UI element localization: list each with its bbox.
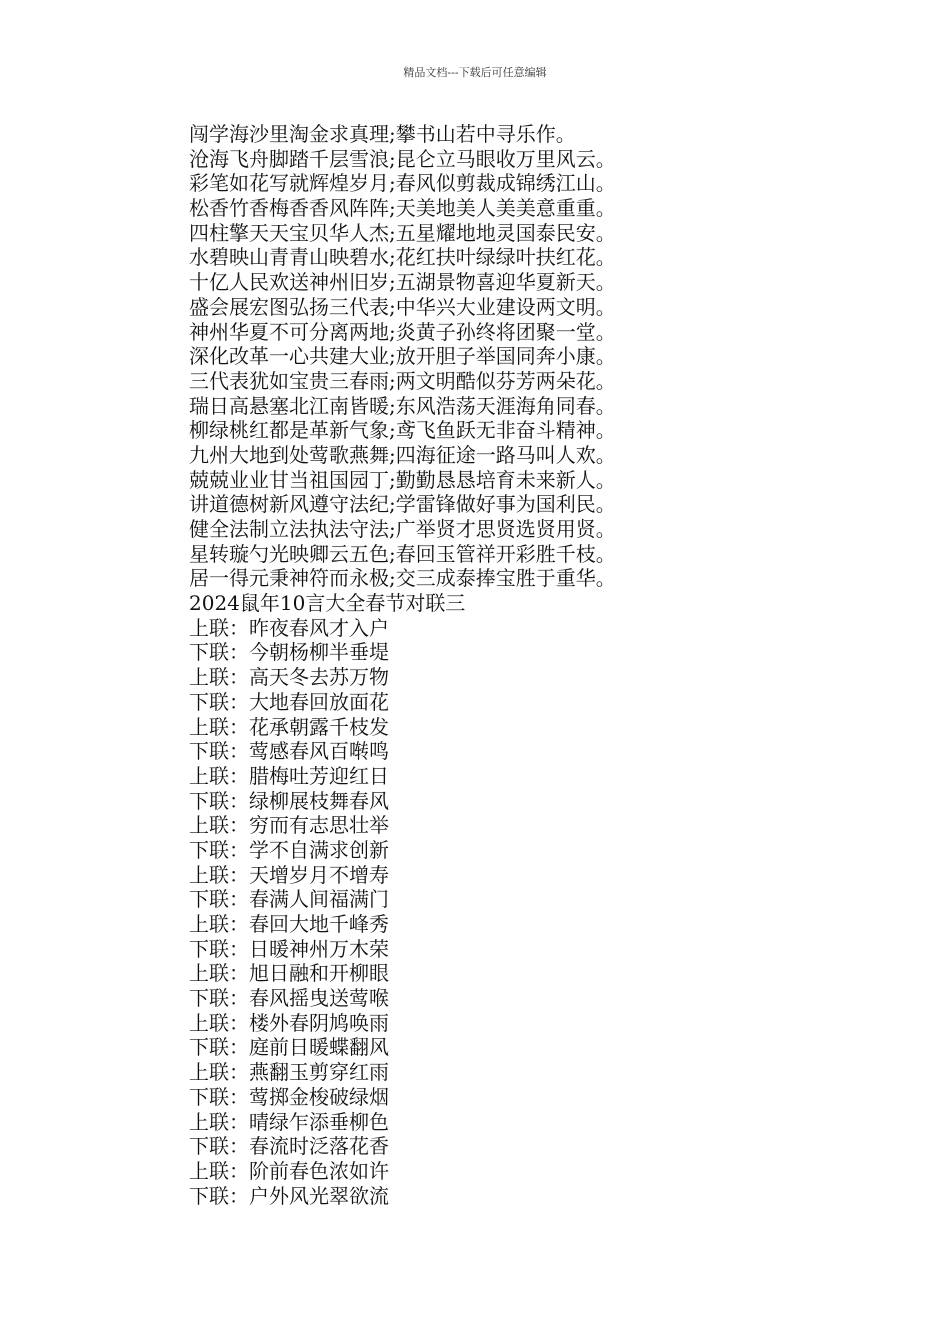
pair-line: 下联：莺感春风百啭鸣 — [189, 739, 389, 764]
couplet-line: 神州华夏不可分离两地;炎黄子孙终将团聚一堂。 — [189, 319, 616, 344]
pair-line: 下联：今朝杨柳半垂堤 — [189, 640, 389, 665]
pair-line: 下联：莺掷金梭破绿烟 — [189, 1084, 389, 1109]
pair-line: 下联：学不自满求创新 — [189, 837, 389, 862]
section-title: 2024鼠年10言大全春节对联三 — [189, 591, 466, 616]
couplet-line: 健全法制立法执法守法;广举贤才思贤选贤用贤。 — [189, 517, 616, 541]
pair-line: 上联：燕翻玉剪穿红雨 — [189, 1060, 389, 1085]
couplet-line: 彩笔如花写就辉煌岁月;春风似剪裁成锦绣江山。 — [189, 171, 616, 196]
pair-line: 下联：春满人间福满门 — [189, 887, 389, 912]
couplet-line: 居一得元秉神符而永极;交三成泰捧宝胜于重华。 — [189, 566, 616, 591]
pair-line: 上联：楼外春阴鸠唤雨 — [189, 1010, 389, 1035]
page-header: 精品文档---下载后可任意编辑 — [403, 66, 547, 79]
couplet-line: 盛会展宏图弘扬三代表;中华兴大业建设两文明。 — [189, 294, 616, 319]
couplet-line: 三代表犹如宝贵三春雨;两文明酷似芬芳两朵花。 — [189, 368, 616, 393]
couplet-line: 闯学海沙里淘金求真理;攀书山若中寻乐作。 — [189, 122, 576, 146]
pair-line: 下联：庭前日暖蝶翻风 — [189, 1035, 389, 1060]
pair-line: 下联：春风摇曳送莺喉 — [189, 986, 389, 1011]
couplet-line: 讲道德树新风遵守法纪;学雷锋做好事为国利民。 — [189, 492, 616, 517]
couplet-line: 四柱擎天天宝贝华人杰;五星耀地地灵国泰民安。 — [189, 220, 616, 245]
pair-list — [189, 616, 889, 1209]
couplet-line: 柳绿桃红都是革新气象;鸢飞鱼跃无非奋斗精神。 — [189, 418, 616, 443]
pair-line: 上联：花承朝露千枝发 — [189, 714, 389, 739]
pair-line: 下联：户外风光翠欲流 — [189, 1183, 389, 1208]
couplet-line: 深化改革一心共建大业;放开胆子举国同奔小康。 — [189, 344, 616, 369]
pair-line: 下联：春流时泛落花香 — [189, 1134, 389, 1159]
couplet-line: 水碧映山青青山映碧水;花红扶叶绿绿叶扶红花。 — [189, 245, 616, 270]
couplet-line: 星转璇勺光映卿云五色;春回玉管祥开彩胜千枝。 — [189, 541, 616, 566]
document-body — [189, 122, 889, 1208]
pair-line: 上联：腊梅吐芳迎红日 — [189, 763, 389, 788]
pair-line: 上联：旭日融和开柳眼 — [189, 961, 389, 986]
pair-line: 上联：阶前春色浓如许 — [189, 1158, 389, 1183]
couplet-line: 十亿人民欢送神州旧岁;五湖景物喜迎华夏新天。 — [189, 270, 616, 295]
pair-line: 下联：绿柳展枝舞春风 — [189, 788, 389, 813]
couplet-line: 兢兢业业甘当祖国园丁;勤勤恳恳培育未来新人。 — [189, 467, 616, 492]
pair-line: 下联：大地春回放面花 — [189, 689, 389, 714]
pair-line: 上联：高天冬去苏万物 — [189, 665, 389, 690]
couplet-line: 九州大地到处莺歌燕舞;四海征途一路马叫人欢。 — [189, 442, 616, 467]
pair-line: 上联：昨夜春风才入户 — [189, 615, 389, 640]
couplet-list — [189, 122, 889, 591]
pair-line: 上联：春回大地千峰秀 — [189, 912, 389, 936]
pair-line: 上联：晴绿乍添垂柳色 — [189, 1109, 389, 1134]
couplet-line: 松香竹香梅香香风阵阵;天美地美人美美意重重。 — [189, 196, 616, 221]
pair-line: 下联：日暖神州万木荣 — [189, 936, 389, 961]
pair-line: 上联：天增岁月不增寿 — [189, 862, 389, 887]
pair-line: 上联：穷而有志思壮举 — [189, 813, 389, 838]
couplet-line: 沧海飞舟脚踏千层雪浪;昆仑立马眼收万里风云。 — [189, 146, 616, 171]
couplet-line: 瑞日高悬塞北江南皆暖;东风浩荡天涯海角同春。 — [189, 393, 616, 418]
